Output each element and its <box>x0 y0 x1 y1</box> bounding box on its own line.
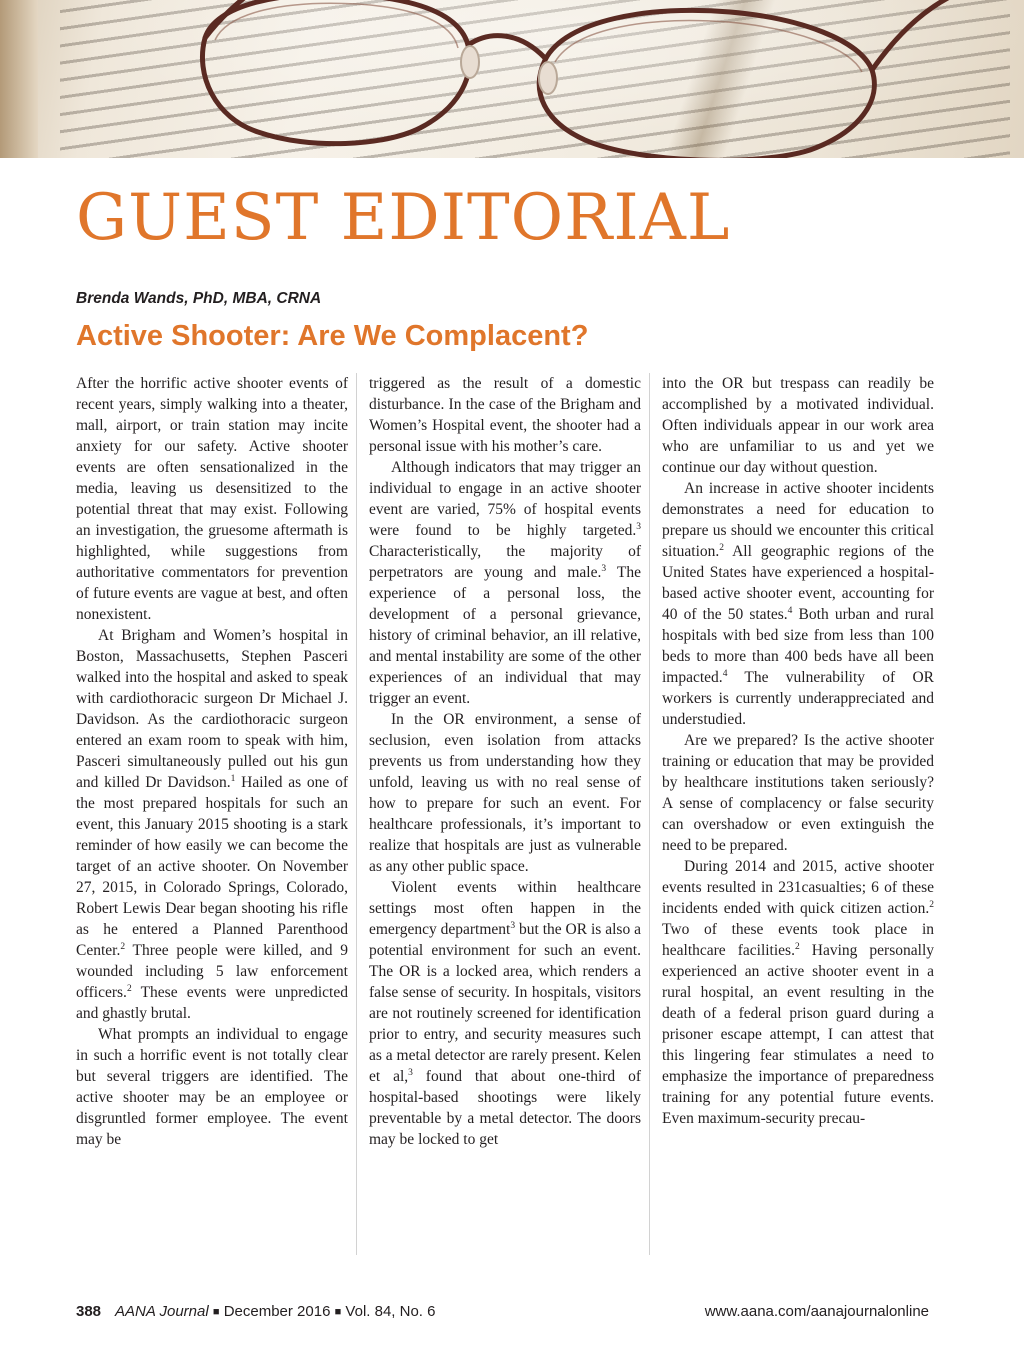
citation-ref: 3 <box>601 564 607 574</box>
citation-ref: 2 <box>126 984 132 994</box>
page-number: 388 <box>76 1303 102 1320</box>
header-photo <box>0 0 1024 158</box>
reading-glasses-icon <box>0 0 1024 158</box>
journal-name: AANA Journal <box>115 1303 209 1320</box>
paragraph: After the horrific active shooter events of recent years, simply walking into a theater, mall, airport, or train station may incite anxiety for our safety. Active shooter events are often sensationalized in the media, leaving us desensitized to the potential threat that may exist. Following an investigation, the gruesome aftermath is highlighted, while suggestions from authoritative commentators for prevention of future events are vague at best, and often nonexistent. <box>76 375 348 623</box>
citation-ref: 4 <box>787 606 793 616</box>
citation-ref: 1 <box>230 774 236 784</box>
citation-ref: 4 <box>722 669 728 679</box>
footer-citation <box>76 1303 435 1320</box>
separator-icon: ■ <box>212 1306 220 1318</box>
paragraph: At Brigham and Women’s hospital in Boston, Massachusetts, Stephen Pasceri walked into the hospital and asked to speak with cardiothoracic surgeon Dr Michael J. Davidson. As the cardiothoracic surgeon entered an exam room to speak with him, Pasceri simultaneously pulled out his gun and killed Dr Davidson.$^1$ Hailed as one of the most prepared hospitals for such an event, this January 2015 shooting is a stark reminder of how easily we can become the target of an active shooter. On November 27, 2015, in Colorado Springs, Colorado, Robert Lewis Dear began shooting his rifle as he entered a Planned Parenthood Center.$^2$ Three people were killed, and 9 wounded including 5 law enforcement officers.$^2$ These events were unpredicted and ghastly brutal. <box>76 627 348 1022</box>
citation-ref: 2 <box>719 543 725 553</box>
citation-ref: 2 <box>794 942 800 952</box>
journal-url-link[interactable]: www.aana.com/aanajournalonline <box>704 1303 929 1320</box>
paragraph: into the OR but trespass can readily be accomplished by a motivated individual. Often individuals appear in our work area who are unfamiliar to us and yet we continue our day without question. <box>662 375 934 476</box>
paragraph: In the OR environment, a sense of seclusion, even isolation from attacks prevents us from understanding how they unfold, leaving us with no real sense of how to prepare for such an event. For healthcare professionals, it’s important to realize that hospitals are just as vulnerable as any other public space. <box>369 711 641 875</box>
article-column-1 <box>76 373 348 1150</box>
author-byline: Brenda Wands, PhD, MBA, CRNA <box>76 290 322 307</box>
separator-icon: ■ <box>334 1306 342 1318</box>
paragraph: triggered as the result of a domestic disturbance. In the case of the Brigham and Women’s Hospital event, the shooter had a personal issue with his mother’s care. <box>369 375 641 455</box>
citation-ref: 3 <box>636 522 641 532</box>
section-title: GUEST EDITORIAL <box>76 181 731 255</box>
volume-info: Vol. 84, No. 6 <box>345 1303 436 1320</box>
column-divider <box>649 373 650 1255</box>
column-divider <box>356 373 357 1255</box>
paragraph: An increase in active shooter incidents demonstrates a need for education to prepare us should we encounter this critical situation.$^2$ All geographic regions of the United States have experienced a hospital-based active shooter event, accounting for 40 of the 50 states.$^4$ Both urban and rural hospitals with bed size from less than 100 beds to more than 400 beds have all been impacted.$^4$ The vulnerability of OR workers is currently underappreciated and understudied. <box>662 480 934 728</box>
article-column-3 <box>662 373 934 1129</box>
citation-ref: 3 <box>408 1068 413 1078</box>
article-column-2 <box>369 373 641 1150</box>
article-headline: Active Shooter: Are We Complacent? <box>76 320 589 352</box>
issue-date: December 2016 <box>223 1303 331 1320</box>
paragraph: Are we prepared? Is the active shooter training or education that may be provided by healthcare institutions taken seriously? A sense of complacency or false security can overshadow or even extinguish the need to be prepared. <box>662 732 934 854</box>
paragraph: Violent events within healthcare settings most often happen in the emergency department$^3$ but the OR is also a potential environment for such an event. The OR is a locked area, which renders a false sense of security. In hospitals, visitors are not routinely screened for identification prior to entry, and security measures such as a metal detector are rarely present. Kelen et al,$^3$ found that about one-third of hospital-based shootings were likely preventable by a metal detector. The doors may be locked to get <box>369 879 641 1148</box>
paragraph: Although indicators that may trigger an individual to engage in an active shooter event are varied, 75% of hospital events were found to be highly targeted.$^3$ Characteristically, the majority of perpetrators are young and male.$^3$ The experience of a personal loss, the development of a personal grievance, history of criminal behavior, an ill relative, and mental instability are some of the other experiences of an individual that may trigger an event. <box>369 459 641 707</box>
paragraph: During 2014 and 2015, active shooter events resulted in 231casualties; 6 of these incidents ended with quick citizen action.$^2$ Two of these events took place in healthcare facilities.$^2$ Having personally experienced an active shooter event in a rural hospital, an event resulting in the death of a federal prison guard during a prisoner escape attempt, I can attest that this lingering fear stimulates a need to emphasize the importance of preparedness training for any potential future events. Even maximum-security precau- <box>662 858 934 1127</box>
citation-ref: 2 <box>929 900 934 910</box>
citation-ref: 3 <box>510 921 516 931</box>
paragraph: What prompts an individual to engage in such a horrific event is not totally clear but several triggers are identified. The active shooter may be an employee or disgruntled former employee. The event may be <box>76 1026 348 1148</box>
citation-ref: 2 <box>120 942 126 952</box>
